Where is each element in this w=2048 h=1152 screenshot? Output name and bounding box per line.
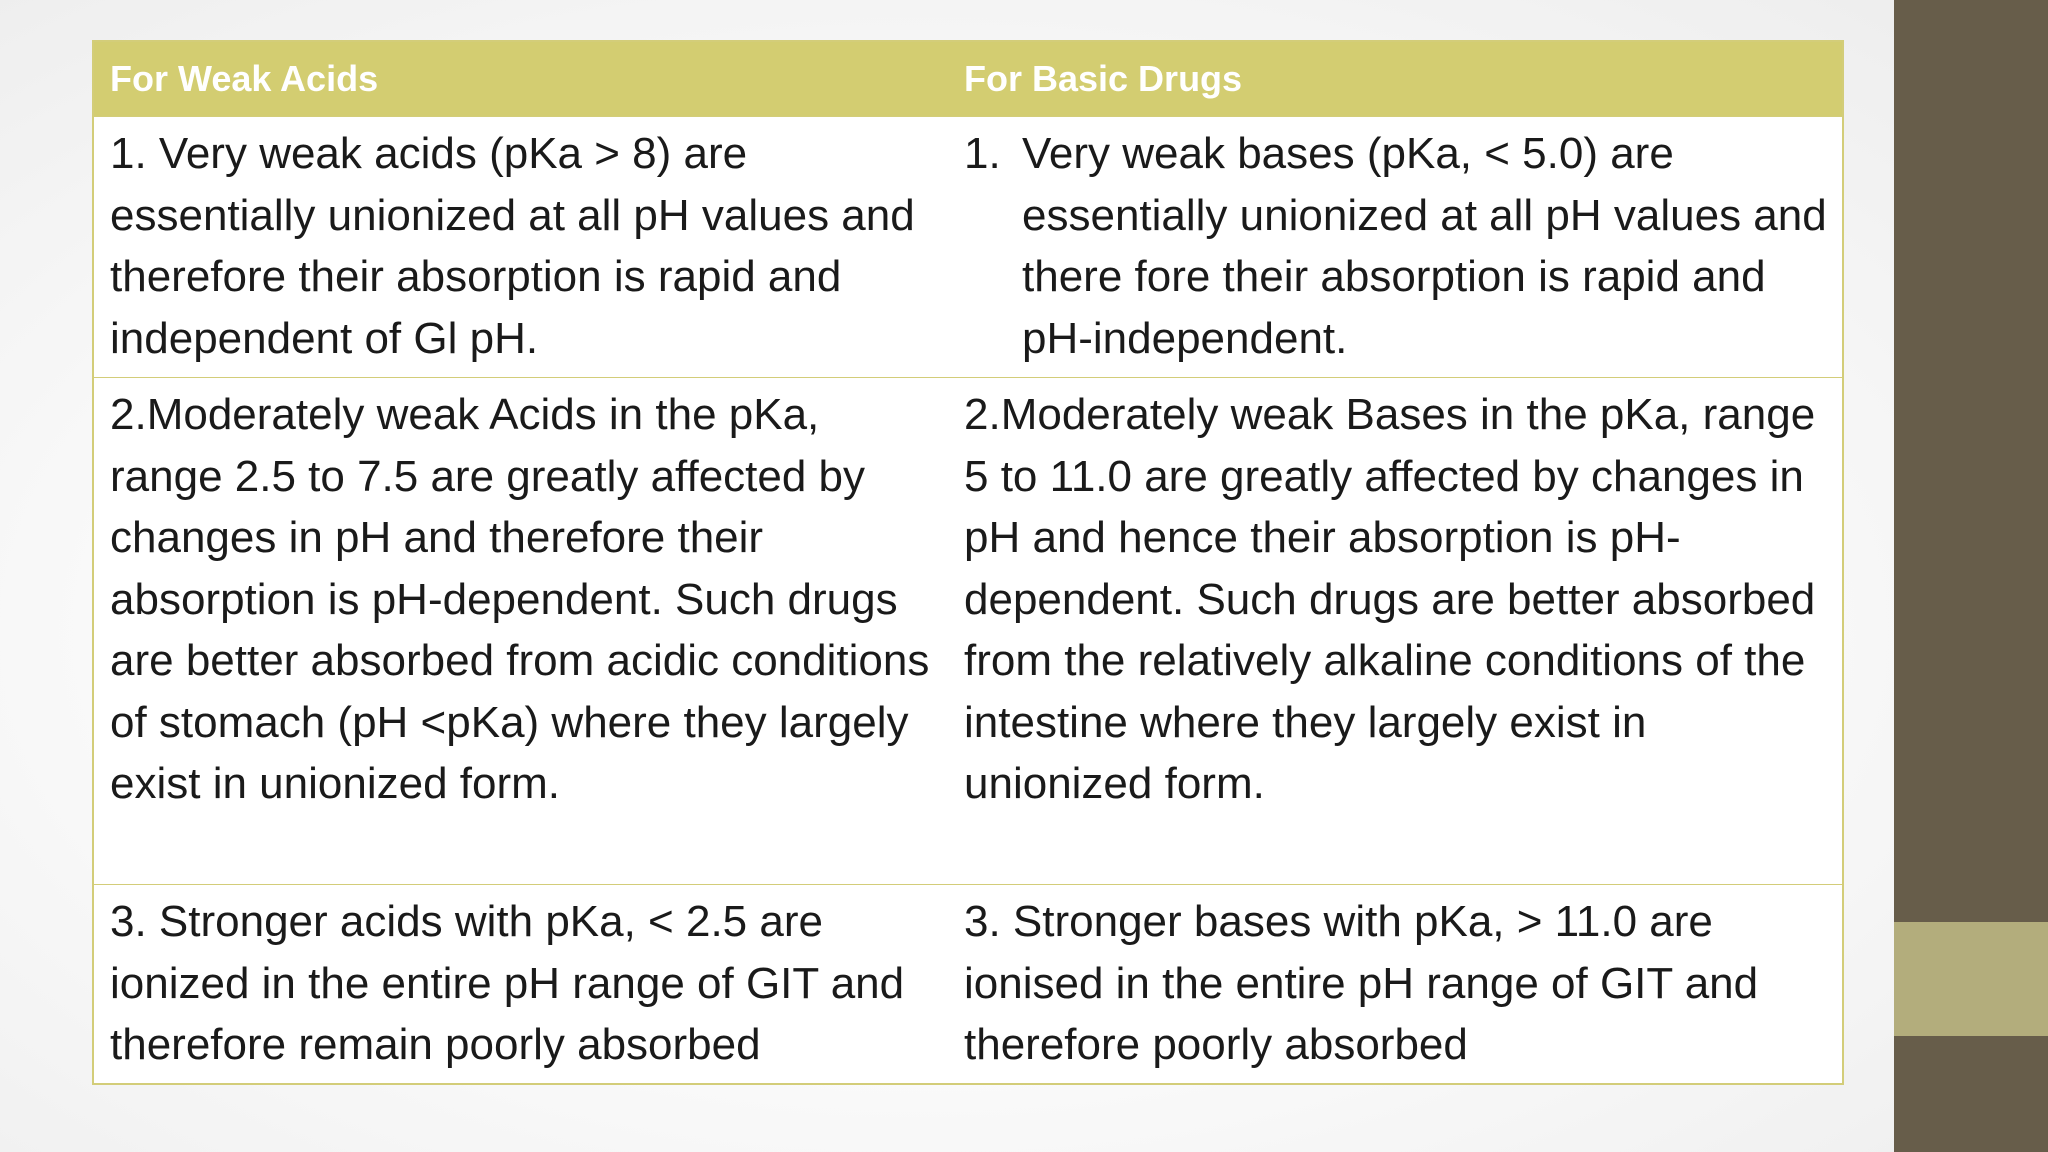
cell-acids-1: 1. Very weak acids (pKa > 8) are essentially unionized at all pH values and therefore their absorption is rapid and independent of Gl pH. [93, 117, 948, 378]
cell-bases-3: 3. Stronger bases with pKa, > 11.0 are ionised in the entire pH range of GIT and therefore poorly absorbed [948, 885, 1843, 1085]
header-weak-acids: For Weak Acids [93, 41, 948, 117]
numbered-item [964, 123, 1832, 369]
cell-acids-2: 2.Moderately weak Acids in the pKa, range 2.5 to 7.5 are greatly affected by changes in pH and therefore their absorption is pH-dependent. Such drugs are better absorbed from acidic conditions of stomach (pH <pKa) where they largely exist in unionized form. [93, 378, 948, 885]
table-row [93, 117, 1843, 378]
comparison-table [92, 40, 1844, 1085]
cell-bases-2: 2.Moderately weak Bases in the pKa, range 5 to 11.0 are greatly affected by changes in pH and hence their absorption is pH-dependent. Such drugs are better absorbed from the relatively alkaline conditions of the intestine where they largely exist in unionized form. [948, 378, 1843, 885]
cell-acids-3: 3. Stronger acids with pKa, < 2.5 are ionized in the entire pH range of GIT and therefore remain poorly absorbed [93, 885, 948, 1085]
table-header-row [93, 41, 1843, 117]
header-basic-drugs: For Basic Drugs [948, 41, 1843, 117]
cell-bases-1 [948, 117, 1843, 378]
table-row [93, 378, 1843, 885]
table-row [93, 885, 1843, 1085]
sidebar-accent-block [1894, 922, 2048, 1036]
item-text: Very weak bases (pKa, < 5.0) are essentially unionized at all pH values and there fore their absorption is rapid and pH-independent. [1022, 129, 1827, 363]
item-number: 1. [964, 129, 1001, 178]
